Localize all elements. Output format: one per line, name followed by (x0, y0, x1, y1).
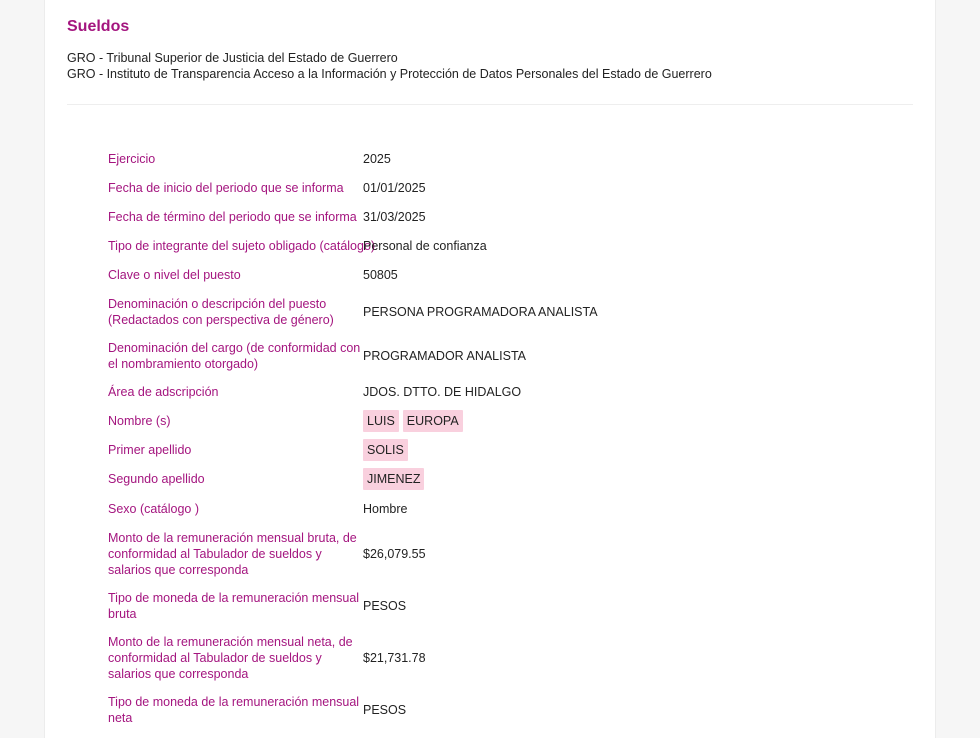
field-value: 50805 (363, 268, 398, 282)
field-label: Denominación o descripción del puesto (Redactados con perspectiva de género) (108, 297, 334, 327)
field-row-denominacion-cargo (108, 340, 908, 372)
field-value: PROGRAMADOR ANALISTA (363, 349, 526, 363)
field-label: Tipo de moneda de la remuneración mensual bruta (108, 591, 360, 621)
field-value: PESOS (363, 599, 407, 613)
field-value: $21,731.78 (363, 651, 426, 665)
field-row-moneda-bruta (108, 590, 908, 622)
field-row-fecha-inicio (108, 180, 908, 196)
field-label: Tipo de integrante del sujeto obligado (catálogo) (108, 239, 376, 253)
entity-line: GRO - Instituto de Transparencia Acceso a la Información y Protección de Datos Personales del Estado de Guerrero (67, 67, 712, 81)
surname-chip: JIMENEZ (363, 468, 424, 490)
field-label: Ejercicio (108, 152, 156, 166)
field-row-nombres (108, 410, 908, 432)
name-chip: LUIS (363, 410, 399, 432)
field-label: Clave o nivel del puesto (108, 268, 241, 282)
field-row-segundo-apellido (108, 468, 908, 490)
content-panel (44, 0, 936, 738)
surname-chip: SOLIS (363, 439, 408, 461)
field-label: Primer apellido (108, 443, 192, 457)
field-value (363, 410, 463, 432)
field-value (363, 439, 408, 461)
field-value: 2025 (363, 152, 391, 166)
field-row-fecha-termino (108, 209, 908, 225)
field-row-primer-apellido (108, 439, 908, 461)
divider (67, 104, 913, 105)
field-row-tipo-integrante (108, 238, 908, 254)
field-value: PESOS (363, 703, 407, 717)
field-row-clave-nivel (108, 267, 908, 283)
field-row-monto-neta (108, 634, 908, 682)
field-row-denominacion-puesto (108, 296, 908, 328)
entities-list (67, 50, 712, 82)
field-label: Área de adscripción (108, 385, 219, 399)
field-label: Tipo de moneda de la remuneración mensual neta (108, 695, 360, 725)
field-label: Monto de la remuneración mensual bruta, de conformidad al Tabulador de sueldos y salarios que corresponda (108, 531, 357, 577)
field-value: $26,079.55 (363, 547, 426, 561)
field-value: Personal de confianza (363, 239, 487, 253)
page-title: Sueldos (67, 18, 130, 35)
field-label: Monto de la remuneración mensual neta, de conformidad al Tabulador de sueldos y salarios que corresponda (108, 635, 353, 681)
field-row-moneda-neta (108, 694, 908, 726)
field-value (363, 468, 424, 490)
field-label: Fecha de inicio del periodo que se informa (108, 181, 344, 195)
field-row-sexo (108, 501, 908, 517)
name-chip: EUROPA (403, 410, 463, 432)
field-value: PERSONA PROGRAMADORA ANALISTA (363, 305, 598, 319)
field-value: JDOS. DTTO. DE HIDALGO (363, 385, 522, 399)
field-value: 31/03/2025 (363, 210, 426, 224)
field-label: Sexo (catálogo ) (108, 502, 200, 516)
field-label: Nombre (s) (108, 414, 171, 428)
field-label: Denominación del cargo (de conformidad con el nombramiento otorgado) (108, 341, 361, 371)
field-label: Fecha de término del periodo que se informa (108, 210, 357, 224)
entity-line: GRO - Tribunal Superior de Justicia del Estado de Guerrero (67, 51, 398, 65)
field-label: Segundo apellido (108, 472, 205, 486)
field-value: Hombre (363, 502, 408, 516)
field-row-monto-bruta (108, 530, 908, 578)
field-row-ejercicio (108, 151, 908, 167)
field-row-area (108, 384, 908, 400)
field-value: 01/01/2025 (363, 181, 426, 195)
